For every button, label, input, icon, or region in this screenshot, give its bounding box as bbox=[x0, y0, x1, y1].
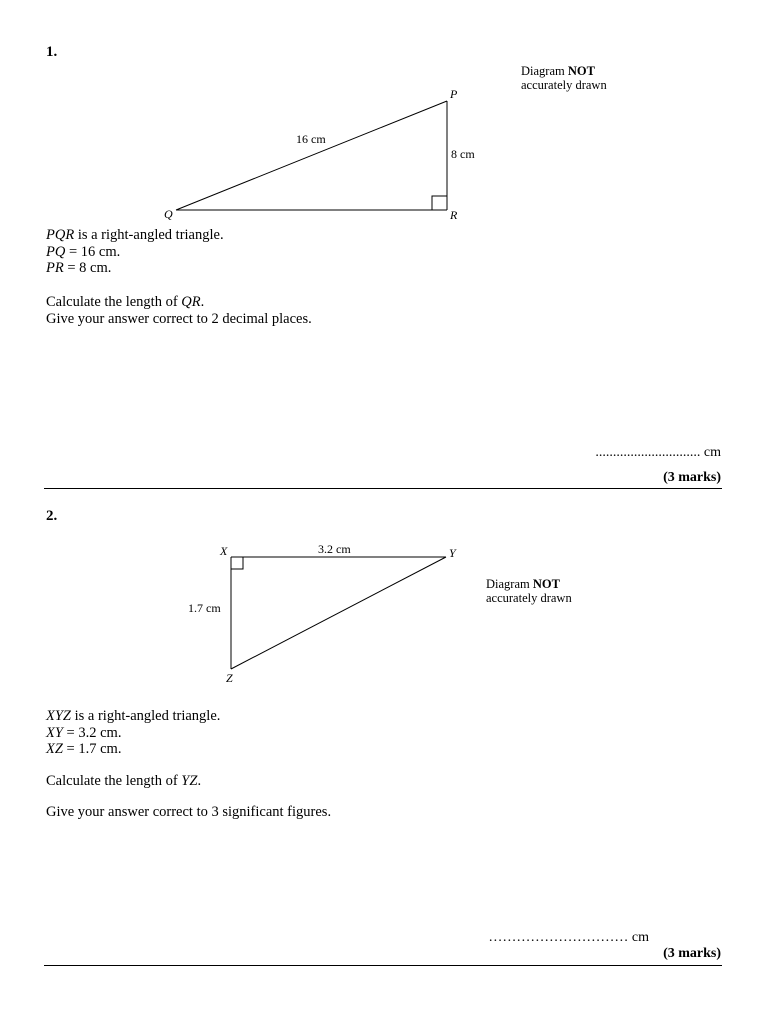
q2-calc-prefix: Calculate the length of bbox=[46, 773, 182, 789]
q2-diagram-note-line2: accurately drawn bbox=[486, 591, 572, 605]
q1-given-3-var: PR bbox=[46, 260, 64, 276]
q2-given-lines bbox=[46, 708, 220, 758]
q2-given-3-text: = 1.7 cm. bbox=[62, 741, 122, 757]
q1-marks: (3 marks) bbox=[663, 470, 721, 485]
q2-given-1-var: XYZ bbox=[46, 708, 71, 724]
q2-given-2-text: = 3.2 cm. bbox=[62, 724, 122, 741]
q2-given-3 bbox=[46, 741, 220, 758]
q1-calc-prefix: Calculate the length of bbox=[46, 294, 182, 310]
q1-given-2-text: = 16 cm. bbox=[65, 243, 121, 260]
q2-marks: (3 marks) bbox=[663, 946, 721, 961]
q1-label-side: 8 cm bbox=[451, 147, 475, 161]
q2-calc-var: YZ bbox=[181, 773, 198, 789]
q2-accuracy-line: Give your answer correct to 3 significant figures. bbox=[46, 804, 332, 820]
q1-diagram-note-prefix: Diagram bbox=[521, 64, 568, 78]
q2-label-top: 3.2 cm bbox=[318, 542, 351, 556]
q2-given-2-var: XY bbox=[46, 724, 63, 741]
q1-label-hypotenuse: 16 cm bbox=[296, 132, 326, 146]
q1-calc-suffix: . bbox=[200, 294, 205, 310]
q2-calc-line bbox=[46, 773, 201, 790]
q1-accuracy-line: Give your answer correct to 2 decimal places. bbox=[46, 310, 312, 327]
q1-given-2-var: PQ bbox=[46, 243, 66, 260]
q2-vertex-y: Y bbox=[449, 546, 456, 560]
q1-answer-line[interactable]: .............................. cm bbox=[595, 445, 721, 460]
q1-vertex-q: Q bbox=[164, 207, 173, 221]
q1-vertex-r: R bbox=[450, 208, 458, 222]
q1-given-1-var: PQR bbox=[46, 227, 75, 243]
q1-given-3-text: = 8 cm. bbox=[63, 260, 112, 276]
q1-diagram-note-bold: NOT bbox=[567, 64, 595, 78]
q2-diagram-note bbox=[486, 577, 572, 605]
question-2-number: 2. bbox=[46, 508, 58, 524]
q1-given-1-text: is a right-angled triangle. bbox=[74, 227, 224, 243]
q2-given-3-var: XZ bbox=[46, 741, 63, 757]
q2-diagram-note-prefix: Diagram bbox=[486, 577, 533, 591]
q2-label-left: 1.7 cm bbox=[188, 601, 221, 615]
q2-given-2 bbox=[46, 725, 220, 742]
q2-diagram-note-bold: NOT bbox=[532, 577, 560, 591]
q2-vertex-z: Z bbox=[226, 671, 233, 685]
q2-vertex-x: X bbox=[220, 544, 228, 558]
q2-answer-line[interactable]: ………………………… cm bbox=[488, 930, 649, 945]
q2-divider bbox=[44, 965, 722, 966]
question-1-number: 1. bbox=[46, 44, 58, 60]
q2-given-1 bbox=[46, 708, 220, 725]
q2-side-yz bbox=[231, 557, 446, 669]
q1-calc-var: QR bbox=[181, 294, 201, 310]
q1-diagram-note-line2: accurately drawn bbox=[521, 78, 607, 92]
q2-given-1-text: is a right-angled triangle. bbox=[71, 708, 221, 724]
q2-right-angle-marker bbox=[231, 557, 243, 569]
q2-calc-suffix: . bbox=[197, 773, 202, 789]
q1-vertex-p: P bbox=[450, 87, 458, 101]
